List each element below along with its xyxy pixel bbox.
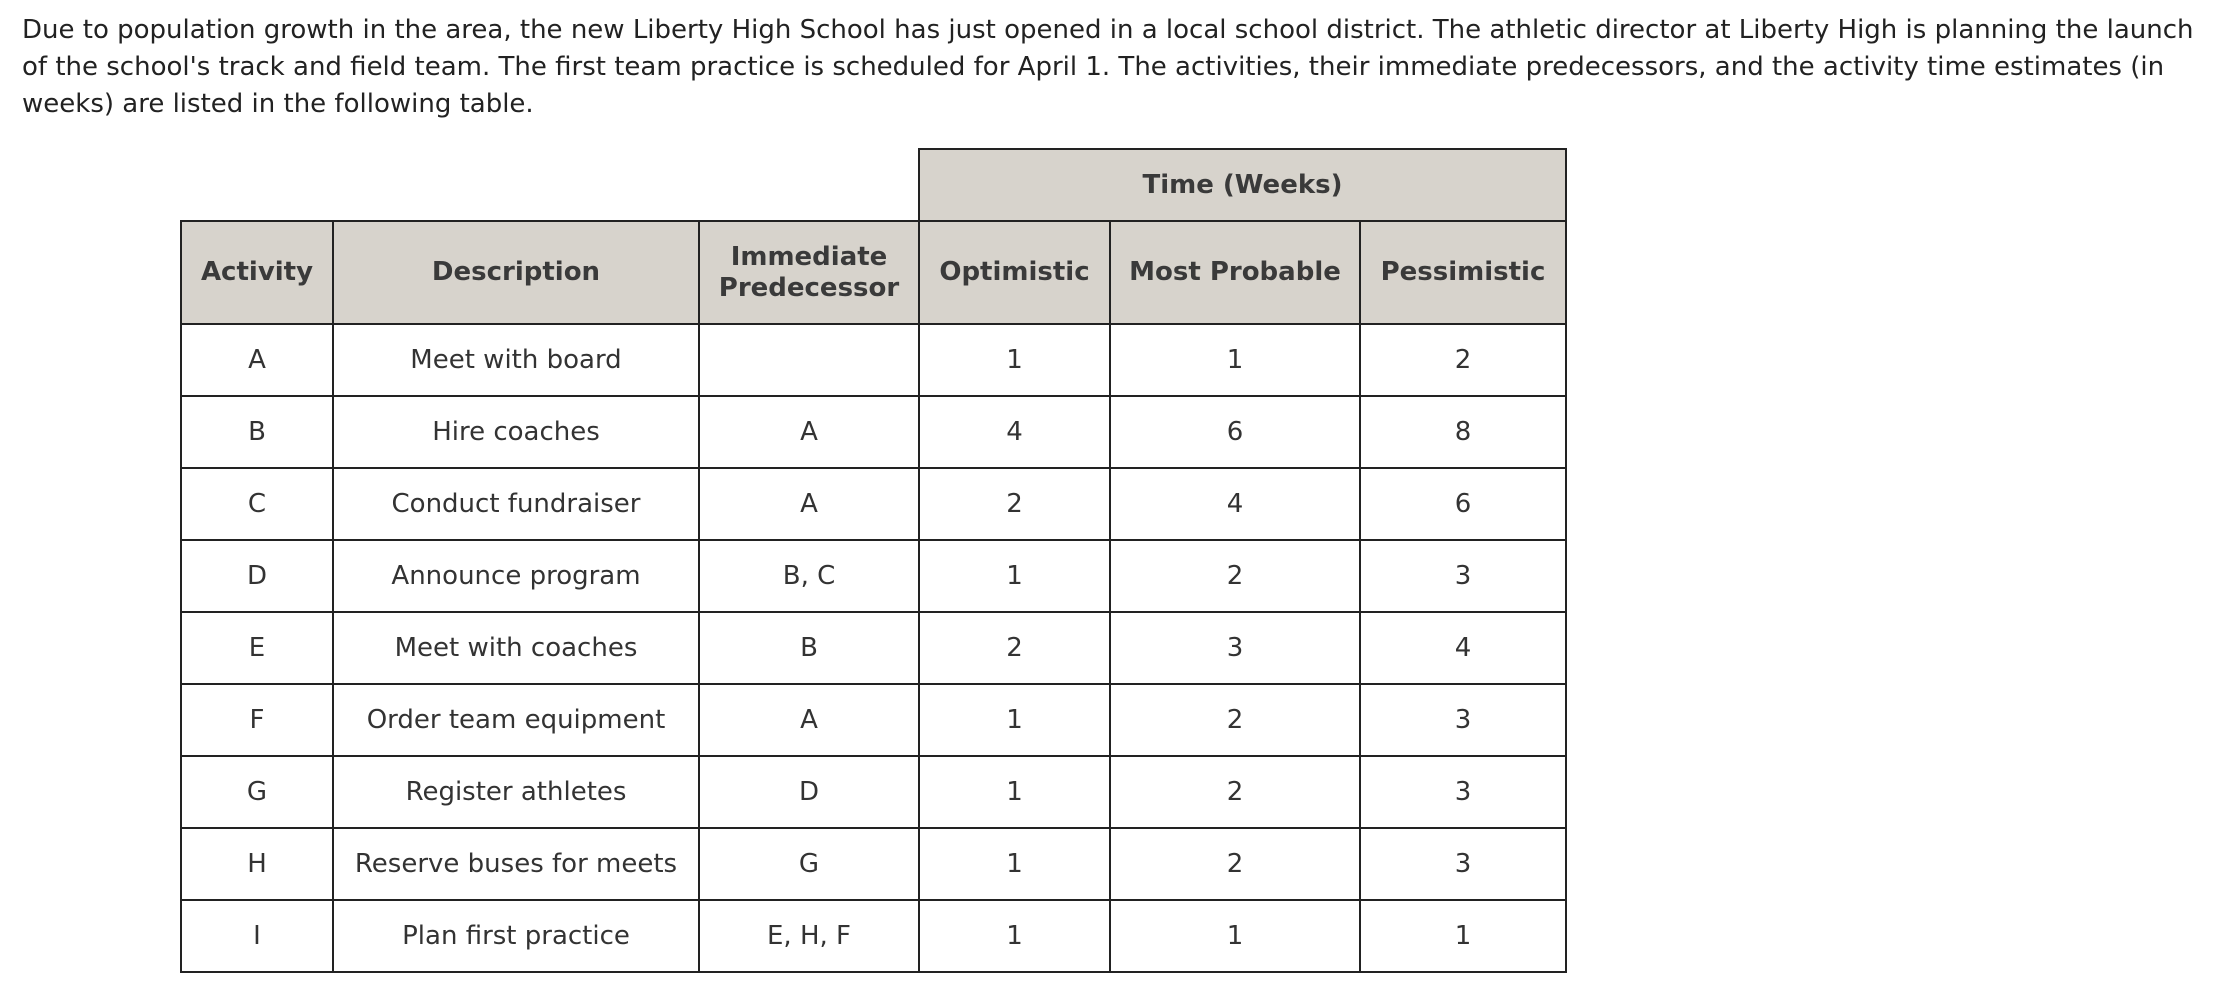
- time-weeks-header: Time (Weeks): [919, 149, 1566, 221]
- activity-cell: C: [181, 468, 333, 540]
- activity-header: Activity: [181, 221, 333, 324]
- optimistic-cell: 2: [919, 468, 1110, 540]
- column-header-row: [181, 221, 1566, 324]
- table-row: [181, 324, 1566, 396]
- table-row: [181, 756, 1566, 828]
- most-probable-cell: 2: [1110, 828, 1360, 900]
- activity-cell: G: [181, 756, 333, 828]
- most-probable-cell: 2: [1110, 756, 1360, 828]
- intro-line-2: of the school's track and field team. The first team practice is scheduled for April 1. The activities, their immediate predecessors, and the activity time estimates (in: [22, 52, 2165, 82]
- most-probable-cell: 1: [1110, 324, 1360, 396]
- most-probable-cell: 3: [1110, 612, 1360, 684]
- pessimistic-cell: 3: [1360, 684, 1566, 756]
- most-probable-header: Most Probable: [1110, 221, 1360, 324]
- optimistic-cell: 1: [919, 900, 1110, 972]
- optimistic-cell: 1: [919, 540, 1110, 612]
- predecessor-cell: E, H, F: [699, 900, 919, 972]
- activity-cell: E: [181, 612, 333, 684]
- table-row: [181, 828, 1566, 900]
- predecessor-cell: A: [699, 396, 919, 468]
- optimistic-header: Optimistic: [919, 221, 1110, 324]
- activity-cell: A: [181, 324, 333, 396]
- description-header: Description: [333, 221, 699, 324]
- activity-table: [180, 148, 1567, 973]
- activity-cell: H: [181, 828, 333, 900]
- description-cell: Order team equipment: [333, 684, 699, 756]
- predecessor-cell: B: [699, 612, 919, 684]
- group-header-spacer: [181, 149, 919, 221]
- description-cell: Meet with board: [333, 324, 699, 396]
- description-cell: Register athletes: [333, 756, 699, 828]
- table-row: [181, 612, 1566, 684]
- optimistic-cell: 1: [919, 756, 1110, 828]
- description-cell: Plan first practice: [333, 900, 699, 972]
- description-cell: Hire coaches: [333, 396, 699, 468]
- intro-paragraph: [22, 12, 2222, 123]
- description-cell: Meet with coaches: [333, 612, 699, 684]
- most-probable-cell: 2: [1110, 540, 1360, 612]
- predecessor-cell: [699, 324, 919, 396]
- pessimistic-cell: 3: [1360, 756, 1566, 828]
- predecessor-header: [699, 221, 919, 324]
- activity-cell: D: [181, 540, 333, 612]
- predecessor-cell: A: [699, 684, 919, 756]
- description-cell: Announce program: [333, 540, 699, 612]
- predecessor-cell: D: [699, 756, 919, 828]
- most-probable-cell: 6: [1110, 396, 1360, 468]
- pessimistic-header: Pessimistic: [1360, 221, 1566, 324]
- pessimistic-cell: 6: [1360, 468, 1566, 540]
- pessimistic-cell: 3: [1360, 540, 1566, 612]
- most-probable-cell: 2: [1110, 684, 1360, 756]
- predecessor-cell: G: [699, 828, 919, 900]
- optimistic-cell: 1: [919, 828, 1110, 900]
- predecessor-header-line1: Immediate: [730, 241, 888, 272]
- description-cell: Conduct fundraiser: [333, 468, 699, 540]
- table-row: [181, 900, 1566, 972]
- predecessor-cell: A: [699, 468, 919, 540]
- activity-cell: B: [181, 396, 333, 468]
- pessimistic-cell: 4: [1360, 612, 1566, 684]
- predecessor-cell: B, C: [699, 540, 919, 612]
- optimistic-cell: 1: [919, 684, 1110, 756]
- activity-cell: F: [181, 684, 333, 756]
- predecessor-header-line2: Predecessor: [718, 272, 900, 303]
- optimistic-cell: 2: [919, 612, 1110, 684]
- optimistic-cell: 4: [919, 396, 1110, 468]
- activity-cell: I: [181, 900, 333, 972]
- pessimistic-cell: 8: [1360, 396, 1566, 468]
- table-row: [181, 468, 1566, 540]
- description-cell: Reserve buses for meets: [333, 828, 699, 900]
- table-row: [181, 540, 1566, 612]
- table-row: [181, 684, 1566, 756]
- most-probable-cell: 1: [1110, 900, 1360, 972]
- intro-line-3: weeks) are listed in the following table.: [22, 89, 534, 119]
- pessimistic-cell: 3: [1360, 828, 1566, 900]
- optimistic-cell: 1: [919, 324, 1110, 396]
- intro-line-1: Due to population growth in the area, the new Liberty High School has just opened in a local school district. The athletic director at Liberty High is planning the launch: [22, 15, 2194, 45]
- group-header-row: [181, 149, 1566, 221]
- pessimistic-cell: 2: [1360, 324, 1566, 396]
- most-probable-cell: 4: [1110, 468, 1360, 540]
- table-row: [181, 396, 1566, 468]
- pessimistic-cell: 1: [1360, 900, 1566, 972]
